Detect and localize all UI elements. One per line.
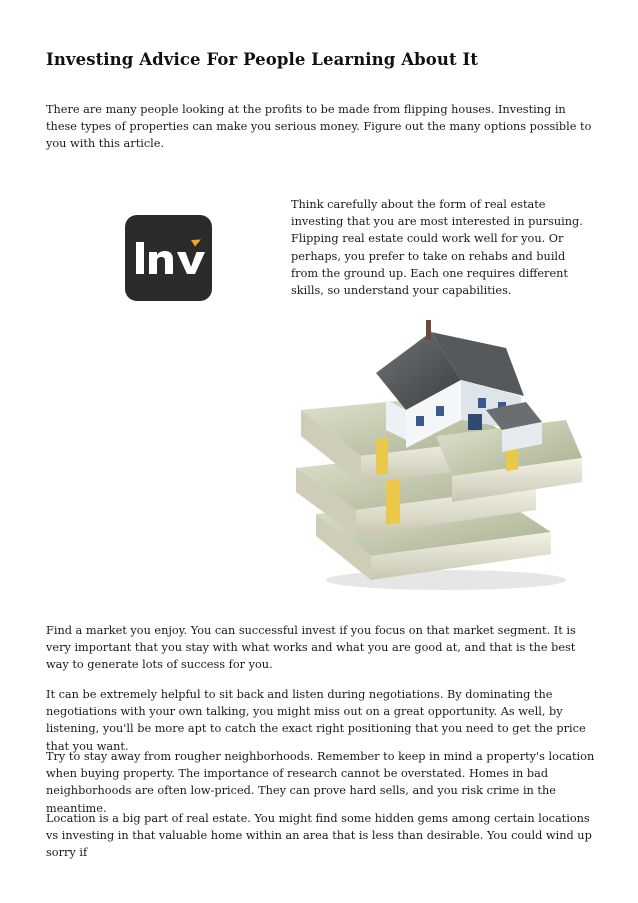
paragraph-negotiations: It can be extremely helpful to sit back and listen during negotiations. By dominating the negotiations with your own talking, you might miss out on a great opportunity. As well, by listening, you'll be more apt to catch the exact right positioning that you need to get the price that you want.: [46, 688, 586, 753]
side-paragraph: Think carefully about the form of real estate investing that you are most interested in pursuing. Flipping real estate could work well for you. Or perhaps, you prefer to take on rehabs and build from the ground up. Each one requires different skills, so understand your capabilities.: [291, 198, 583, 298]
page-title: Investing Advice For People Learning About It: [46, 50, 479, 69]
paragraph-market: Find a market you enjoy. You can successful invest if you focus on that market segment. It is very important that you stay with what works and what you are good at, and that is the best way to generate lots of success for you.: [46, 624, 576, 672]
intro-paragraph: There are many people looking at the profits to be made from flipping houses. Investing in these types of properties can make you serious money. Figure out the many options possible to you with this article.: [46, 103, 592, 151]
paragraph-location: Location is a big part of real estate. You might find some hidden gems among certain locations vs investing in that valuable home within an area that is less than desirable. You could wind up sorry if: [46, 812, 592, 860]
paragraph-neighborhoods: Try to stay away from rougher neighborhoods. Remember to keep in mind a property's location when buying property. The importance of research cannot be overstated. Homes in bad neighborhoods are often low-priced. They can prove hard sells, and you risk crime in the meantime.: [46, 750, 595, 815]
house-on-money-icon: [286, 318, 586, 594]
inv-logo-mark: [133, 238, 205, 278]
inv-logo-icon: [125, 215, 212, 301]
